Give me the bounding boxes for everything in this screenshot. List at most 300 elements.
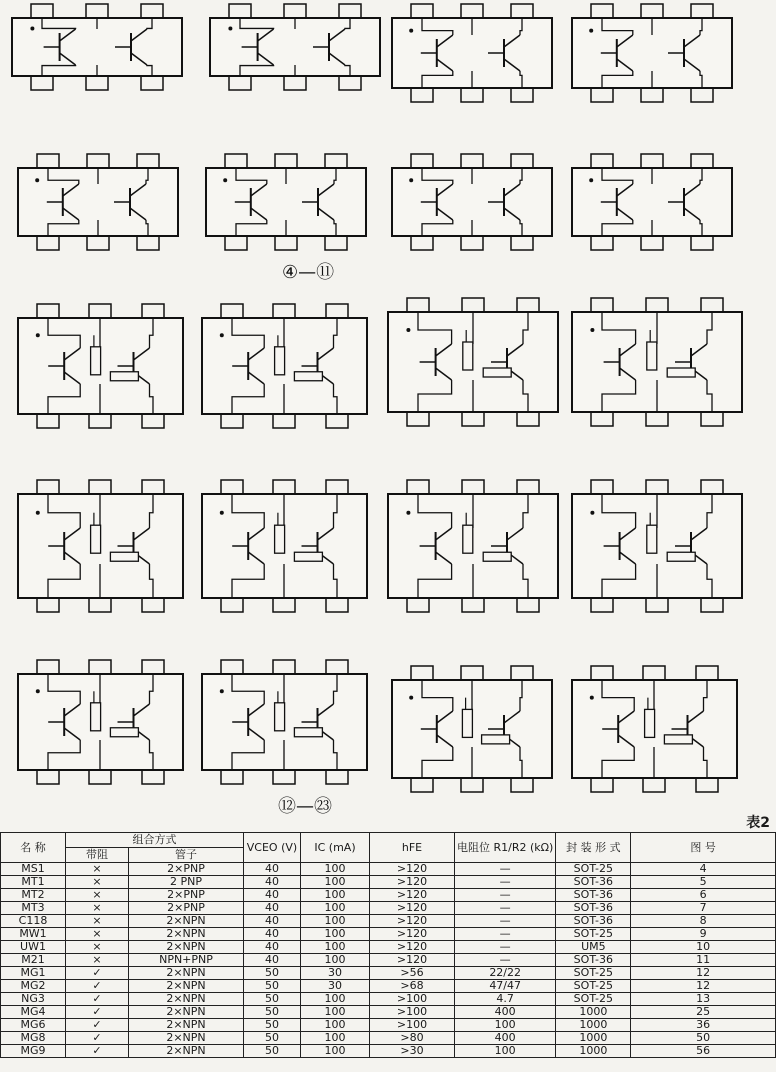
- cell-vceo: 50: [244, 1032, 301, 1045]
- pin: [517, 298, 539, 312]
- pin: [142, 304, 164, 318]
- pin: [87, 236, 109, 250]
- cell-pkg: 1000: [556, 1019, 631, 1032]
- cell-hfe: >80: [370, 1032, 455, 1045]
- pin: [517, 412, 539, 426]
- cell-tube: 2×PNP: [129, 863, 244, 876]
- cell-ic: 100: [301, 876, 370, 889]
- pin1-dot: [36, 333, 40, 337]
- resistor: [275, 703, 285, 731]
- pin: [411, 778, 433, 792]
- pin: [142, 598, 164, 612]
- pin: [411, 4, 433, 18]
- cell-r: 100: [455, 1045, 556, 1058]
- col-combo: 组合方式: [66, 833, 244, 848]
- table-row: [1, 941, 776, 954]
- cell-pkg: SOT-25: [556, 967, 631, 980]
- cell-name: MG8: [1, 1032, 66, 1045]
- pin: [31, 76, 53, 90]
- cell-name: MG6: [1, 1019, 66, 1032]
- cell-name: MG1: [1, 967, 66, 980]
- cell-ic: 100: [301, 902, 370, 915]
- cell-res: ×: [66, 889, 129, 902]
- cell-tube: 2×NPN: [129, 1006, 244, 1019]
- pin: [407, 480, 429, 494]
- pin: [407, 598, 429, 612]
- cell-hfe: >120: [370, 928, 455, 941]
- pin1-dot: [220, 333, 224, 337]
- pin: [339, 4, 361, 18]
- cell-hfe: >120: [370, 902, 455, 915]
- cell-vceo: 40: [244, 863, 301, 876]
- pin: [646, 412, 668, 426]
- pin: [407, 298, 429, 312]
- cell-name: MW1: [1, 928, 66, 941]
- cell-fig: 7: [631, 902, 776, 915]
- pin: [641, 88, 663, 102]
- resistor: [294, 552, 322, 561]
- pin: [641, 236, 663, 250]
- pin: [701, 298, 723, 312]
- cell-r: —: [455, 954, 556, 967]
- cell-fig: 56: [631, 1045, 776, 1058]
- pin: [511, 666, 533, 680]
- cell-fig: 5: [631, 876, 776, 889]
- resistor: [91, 703, 101, 731]
- cell-fig: 6: [631, 889, 776, 902]
- pin: [137, 236, 159, 250]
- cell-r: —: [455, 915, 556, 928]
- pin: [461, 778, 483, 792]
- pin: [89, 414, 111, 428]
- cell-tube: 2×NPN: [129, 928, 244, 941]
- pin: [643, 778, 665, 792]
- col-name: 名 称: [1, 833, 66, 863]
- pin: [37, 236, 59, 250]
- pin: [225, 236, 247, 250]
- pin1-dot: [223, 178, 227, 182]
- cell-hfe: >120: [370, 876, 455, 889]
- cell-tube: 2×NPN: [129, 993, 244, 1006]
- pin: [591, 778, 613, 792]
- cell-tube: 2×NPN: [129, 967, 244, 980]
- cell-hfe: >100: [370, 1019, 455, 1032]
- cell-pkg: SOT-36: [556, 915, 631, 928]
- pin: [461, 4, 483, 18]
- cell-tube: 2×PNP: [129, 902, 244, 915]
- pin: [142, 480, 164, 494]
- resistor: [645, 709, 655, 737]
- cell-vceo: 50: [244, 1019, 301, 1032]
- pin: [462, 412, 484, 426]
- pin: [646, 480, 668, 494]
- cell-vceo: 50: [244, 980, 301, 993]
- cell-res: ×: [66, 928, 129, 941]
- pin1-dot: [409, 29, 413, 33]
- cell-res: ✓: [66, 1019, 129, 1032]
- cell-r: 400: [455, 1032, 556, 1045]
- table-row: [1, 954, 776, 967]
- pin: [326, 598, 348, 612]
- cell-ic: 100: [301, 1019, 370, 1032]
- pin: [221, 770, 243, 784]
- cell-ic: 100: [301, 889, 370, 902]
- resistor: [275, 347, 285, 375]
- pin1-dot: [590, 328, 594, 332]
- cell-fig: 36: [631, 1019, 776, 1032]
- pin: [339, 76, 361, 90]
- cell-name: MG4: [1, 1006, 66, 1019]
- pin: [273, 660, 295, 674]
- cell-res: ✓: [66, 993, 129, 1006]
- pin: [137, 154, 159, 168]
- cell-res: ×: [66, 915, 129, 928]
- cell-name: MG9: [1, 1045, 66, 1058]
- pin: [462, 480, 484, 494]
- pin: [37, 480, 59, 494]
- resistor: [463, 342, 473, 370]
- resistor: [483, 368, 511, 377]
- pin: [591, 236, 613, 250]
- pin: [326, 414, 348, 428]
- resistor: [294, 372, 322, 381]
- pin: [511, 778, 533, 792]
- pin: [691, 154, 713, 168]
- resistor: [91, 525, 101, 553]
- pin: [326, 660, 348, 674]
- cell-tube: 2 PNP: [129, 876, 244, 889]
- cell-ic: 100: [301, 863, 370, 876]
- pin1-dot: [228, 26, 232, 30]
- cell-res: ×: [66, 902, 129, 915]
- pin: [273, 304, 295, 318]
- cell-fig: 9: [631, 928, 776, 941]
- pin: [462, 598, 484, 612]
- cell-r: 22/22: [455, 967, 556, 980]
- pin: [591, 298, 613, 312]
- pin: [229, 76, 251, 90]
- cell-pkg: SOT-25: [556, 993, 631, 1006]
- cell-tube: 2×NPN: [129, 1032, 244, 1045]
- pin: [37, 770, 59, 784]
- table-row: [1, 863, 776, 876]
- cell-tube: 2×NPN: [129, 1045, 244, 1058]
- resistor: [664, 735, 692, 744]
- cell-name: MT3: [1, 902, 66, 915]
- table-row: [1, 967, 776, 980]
- cell-pkg: SOT-36: [556, 902, 631, 915]
- pin: [641, 154, 663, 168]
- pin: [89, 660, 111, 674]
- pin1-dot: [406, 511, 410, 515]
- spec-table-section: [0, 812, 776, 1072]
- pin: [411, 236, 433, 250]
- pin: [37, 660, 59, 674]
- pin1-dot: [220, 511, 224, 515]
- pin: [461, 88, 483, 102]
- resistor: [110, 372, 138, 381]
- pin: [511, 154, 533, 168]
- cell-fig: 25: [631, 1006, 776, 1019]
- col-tube: 管子: [129, 848, 244, 863]
- cell-fig: 10: [631, 941, 776, 954]
- pin: [591, 88, 613, 102]
- pin1-dot: [409, 178, 413, 182]
- cell-res: ×: [66, 941, 129, 954]
- cell-pkg: 1000: [556, 1032, 631, 1045]
- cell-r: —: [455, 863, 556, 876]
- table-row: [1, 1032, 776, 1045]
- pin: [691, 88, 713, 102]
- cell-fig: 8: [631, 915, 776, 928]
- pin: [326, 770, 348, 784]
- resistor: [294, 728, 322, 737]
- resistor: [110, 728, 138, 737]
- pin1-dot: [589, 29, 593, 33]
- cell-tube: 2×NPN: [129, 941, 244, 954]
- cell-pkg: SOT-25: [556, 928, 631, 941]
- pin: [701, 598, 723, 612]
- pin: [142, 770, 164, 784]
- pin: [511, 4, 533, 18]
- cell-r: 47/47: [455, 980, 556, 993]
- resistor: [483, 552, 511, 561]
- cell-r: —: [455, 876, 556, 889]
- resistor: [110, 552, 138, 561]
- cell-hfe: >120: [370, 941, 455, 954]
- cell-name: MG2: [1, 980, 66, 993]
- cell-vceo: 40: [244, 902, 301, 915]
- cell-res: ✓: [66, 1006, 129, 1019]
- col-with-resistor: 带阻: [66, 848, 129, 863]
- table-row: [1, 915, 776, 928]
- cell-tube: 2×NPN: [129, 915, 244, 928]
- col-package: 封 装 形 式: [556, 833, 631, 863]
- cell-vceo: 40: [244, 928, 301, 941]
- cell-pkg: UM5: [556, 941, 631, 954]
- pin: [407, 412, 429, 426]
- cell-fig: 11: [631, 954, 776, 967]
- pin: [591, 154, 613, 168]
- cell-tube: NPN+PNP: [129, 954, 244, 967]
- cell-pkg: SOT-25: [556, 980, 631, 993]
- pin: [691, 4, 713, 18]
- table-row: [1, 876, 776, 889]
- cell-ic: 100: [301, 993, 370, 1006]
- table-row: [1, 993, 776, 1006]
- cell-r: —: [455, 941, 556, 954]
- table-row: [1, 980, 776, 993]
- cell-name: MT1: [1, 876, 66, 889]
- pin: [225, 154, 247, 168]
- cell-hfe: >120: [370, 915, 455, 928]
- cell-pkg: 1000: [556, 1006, 631, 1019]
- pin: [691, 236, 713, 250]
- cell-name: MT2: [1, 889, 66, 902]
- col-hfe: hFE: [370, 833, 455, 863]
- cell-r: —: [455, 928, 556, 941]
- pin: [701, 480, 723, 494]
- cell-ic: 100: [301, 954, 370, 967]
- table-caption: 表2: [746, 815, 770, 831]
- cell-hfe: >120: [370, 863, 455, 876]
- pin: [273, 598, 295, 612]
- pin: [641, 4, 663, 18]
- cell-vceo: 50: [244, 993, 301, 1006]
- resistor: [91, 347, 101, 375]
- pin: [275, 236, 297, 250]
- pin: [411, 666, 433, 680]
- cell-r: 4.7: [455, 993, 556, 1006]
- cell-fig: 13: [631, 993, 776, 1006]
- cell-hfe: >120: [370, 954, 455, 967]
- pin: [462, 298, 484, 312]
- table-row: [1, 902, 776, 915]
- pin1-dot: [35, 178, 39, 182]
- pin: [511, 88, 533, 102]
- pin: [221, 304, 243, 318]
- cell-vceo: 50: [244, 967, 301, 980]
- cell-vceo: 40: [244, 889, 301, 902]
- pin: [325, 154, 347, 168]
- cell-res: ×: [66, 954, 129, 967]
- col-vceo: VCEO (V): [244, 833, 301, 863]
- pin: [142, 414, 164, 428]
- table-row: [1, 928, 776, 941]
- pin: [696, 778, 718, 792]
- cell-vceo: 50: [244, 1006, 301, 1019]
- cell-r: —: [455, 902, 556, 915]
- pin: [86, 4, 108, 18]
- resistor: [667, 368, 695, 377]
- pin1-dot: [590, 696, 594, 700]
- pin: [221, 480, 243, 494]
- col-ic: IC (mA): [301, 833, 370, 863]
- pin: [461, 666, 483, 680]
- pin: [273, 414, 295, 428]
- pin: [511, 236, 533, 250]
- pin: [411, 154, 433, 168]
- resistor: [647, 342, 657, 370]
- pin: [326, 304, 348, 318]
- cell-res: ×: [66, 863, 129, 876]
- pin: [37, 598, 59, 612]
- cell-res: ×: [66, 876, 129, 889]
- cell-hfe: >56: [370, 967, 455, 980]
- pin: [37, 154, 59, 168]
- cell-tube: 2×PNP: [129, 889, 244, 902]
- pin: [37, 414, 59, 428]
- cell-pkg: SOT-36: [556, 954, 631, 967]
- pin1-dot: [220, 689, 224, 693]
- table-body: [1, 863, 776, 1058]
- cell-pkg: SOT-36: [556, 876, 631, 889]
- pin: [273, 770, 295, 784]
- cell-ic: 100: [301, 941, 370, 954]
- pin1-dot: [590, 511, 594, 515]
- cell-tube: 2×NPN: [129, 980, 244, 993]
- cell-ic: 30: [301, 967, 370, 980]
- pin: [461, 236, 483, 250]
- pin: [591, 4, 613, 18]
- pin: [646, 298, 668, 312]
- table-row: [1, 1006, 776, 1019]
- pin1-dot: [36, 689, 40, 693]
- cell-pkg: 1000: [556, 1045, 631, 1058]
- cell-vceo: 40: [244, 941, 301, 954]
- pin: [411, 88, 433, 102]
- cell-res: ✓: [66, 1045, 129, 1058]
- pin1-dot: [30, 26, 34, 30]
- resistor: [667, 552, 695, 561]
- cell-fig: 12: [631, 980, 776, 993]
- pin: [89, 304, 111, 318]
- pin: [275, 154, 297, 168]
- pin: [86, 76, 108, 90]
- cell-vceo: 40: [244, 954, 301, 967]
- pin: [591, 666, 613, 680]
- cell-pkg: SOT-25: [556, 863, 631, 876]
- col-figure: 图 号: [631, 833, 776, 863]
- col-resistor-value: 电阻位 R1/R2 (kΩ): [455, 833, 556, 863]
- resistor: [482, 735, 510, 744]
- pin1-dot: [409, 696, 413, 700]
- pin: [591, 412, 613, 426]
- cell-vceo: 50: [244, 1045, 301, 1058]
- pin: [643, 666, 665, 680]
- cell-tube: 2×NPN: [129, 1019, 244, 1032]
- pin: [37, 304, 59, 318]
- pin1-dot: [36, 511, 40, 515]
- pin: [326, 480, 348, 494]
- cell-hfe: >30: [370, 1045, 455, 1058]
- pin1-dot: [406, 328, 410, 332]
- cell-fig: 50: [631, 1032, 776, 1045]
- cell-hfe: >100: [370, 993, 455, 1006]
- pin: [284, 4, 306, 18]
- pin: [325, 236, 347, 250]
- pin: [517, 598, 539, 612]
- cell-name: MS1: [1, 863, 66, 876]
- figure-range-label-b: ⑫—㉓: [278, 796, 332, 817]
- cell-vceo: 40: [244, 876, 301, 889]
- cell-name: UW1: [1, 941, 66, 954]
- cell-r: 400: [455, 1006, 556, 1019]
- pin: [229, 4, 251, 18]
- cell-ic: 100: [301, 928, 370, 941]
- cell-ic: 30: [301, 980, 370, 993]
- pin: [221, 660, 243, 674]
- pin: [591, 480, 613, 494]
- cell-r: 100: [455, 1019, 556, 1032]
- pin: [221, 598, 243, 612]
- cell-res: ✓: [66, 967, 129, 980]
- pin: [31, 4, 53, 18]
- pin: [517, 480, 539, 494]
- cell-ic: 100: [301, 1045, 370, 1058]
- pin: [221, 414, 243, 428]
- cell-res: ✓: [66, 1032, 129, 1045]
- cell-vceo: 40: [244, 915, 301, 928]
- table-row: [1, 1045, 776, 1058]
- cell-name: C118: [1, 915, 66, 928]
- cell-fig: 4: [631, 863, 776, 876]
- cell-name: NG3: [1, 993, 66, 1006]
- cell-hfe: >100: [370, 1006, 455, 1019]
- figure-range-label-a: ④—⑪: [282, 262, 335, 283]
- resistor: [462, 709, 472, 737]
- pin: [696, 666, 718, 680]
